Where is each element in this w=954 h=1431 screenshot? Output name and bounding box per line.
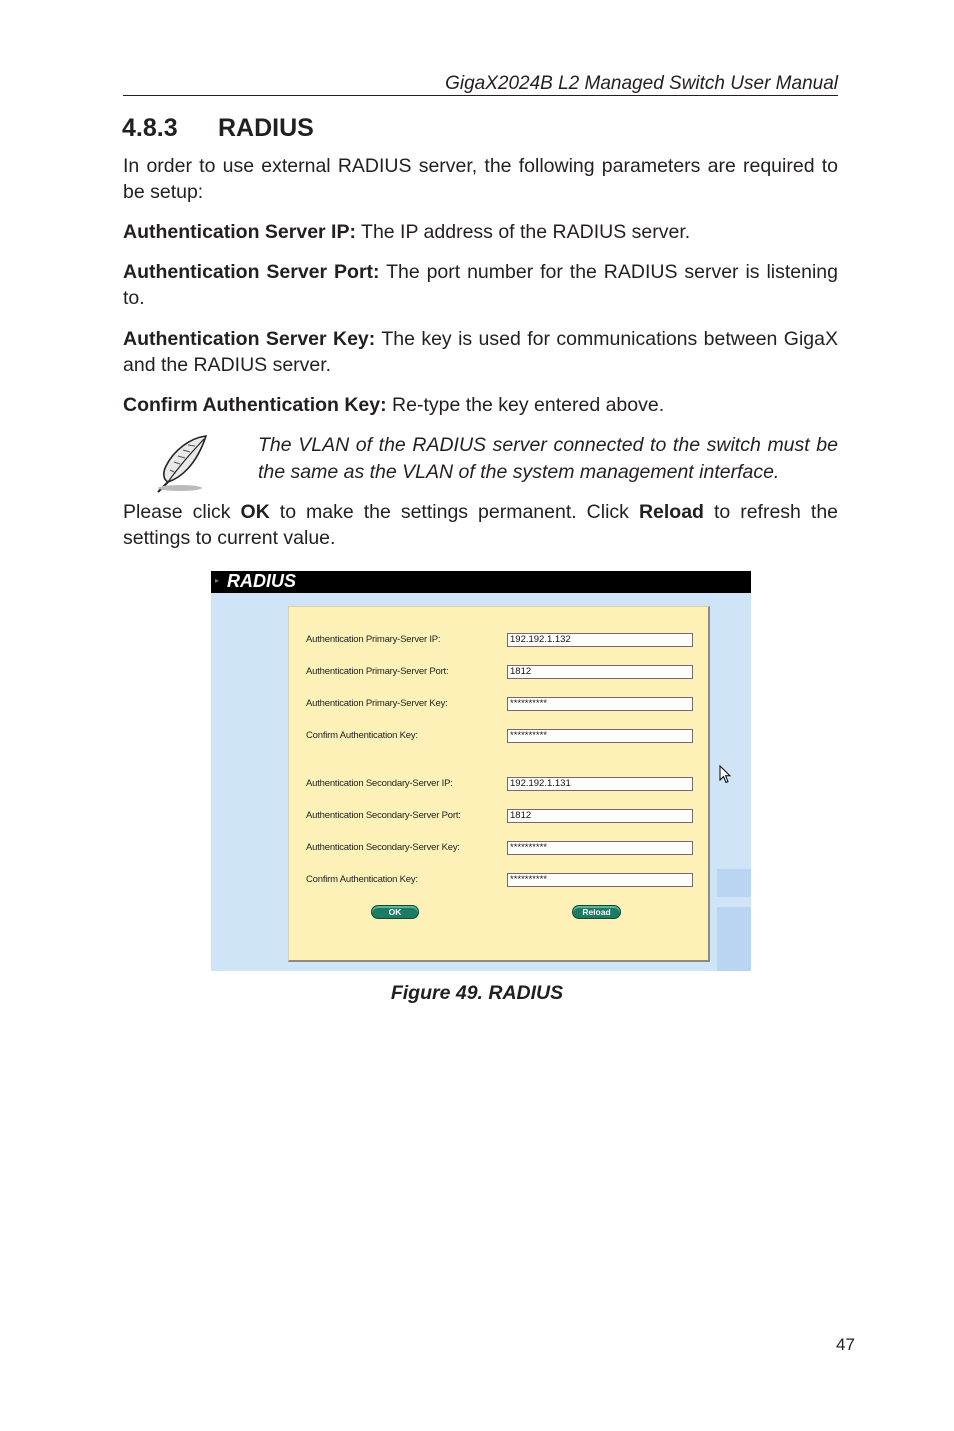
feather-pen-icon (150, 432, 214, 494)
instruction-text: to refresh the settings to current value. (123, 501, 839, 549)
instruction-text: Please click (123, 501, 241, 523)
instruction-text: to make the settings permanent. Click (269, 501, 639, 523)
section-number: 4.8.3 (122, 114, 178, 142)
primary-port-label: Authentication Primary-Server Port: (306, 666, 449, 677)
primary-confirm-key-input[interactable]: ********** (507, 729, 693, 743)
radius-screenshot (211, 571, 751, 971)
primary-key-input[interactable]: ********** (507, 697, 693, 711)
secondary-port-label: Authentication Secondary-Server Port: (306, 810, 461, 821)
secondary-port-input[interactable]: 1812 (507, 809, 693, 823)
secondary-key-label: Authentication Secondary-Server Key: (306, 842, 460, 853)
header-rule (123, 95, 838, 96)
definition-server-key (123, 326, 838, 378)
running-header: GigaX2024B L2 Managed Switch User Manual (445, 73, 838, 94)
instruction-reload: Reload (638, 501, 704, 523)
background-decoration (717, 907, 751, 971)
definition-server-port (123, 259, 838, 311)
primary-confirm-key-label: Confirm Authentication Key: (306, 730, 418, 741)
window-title: RADIUS (227, 571, 297, 591)
secondary-confirm-key-input[interactable]: ********** (507, 873, 693, 887)
definition-text: Re-type the key entered above. (386, 394, 665, 416)
definition-text: The port number for the RADIUS server is listening to. (123, 261, 838, 309)
secondary-ip-input[interactable]: 192.192.1.131 (507, 777, 693, 791)
definition-confirm-key (123, 392, 838, 418)
page-number: 47 (836, 1335, 855, 1354)
secondary-confirm-key-label: Confirm Authentication Key: (306, 874, 418, 885)
mouse-cursor-icon (719, 765, 733, 785)
instruction-ok: OK (240, 501, 270, 523)
expand-arrow-icon: ▸ (215, 576, 220, 585)
primary-ip-label: Authentication Primary-Server IP: (306, 634, 441, 645)
primary-ip-input[interactable]: 192.192.1.132 (507, 633, 693, 647)
window-titlebar (211, 571, 751, 593)
definition-text: The IP address of the RADIUS server. (355, 221, 691, 243)
instruction-paragraph (123, 499, 838, 551)
section-title: RADIUS (218, 114, 314, 142)
note-text: The VLAN of the RADIUS server connected to the switch must be the same as the VLAN of the system management interface. (258, 434, 838, 483)
definition-term: Authentication Server Port: (123, 261, 380, 283)
definition-term: Authentication Server Key: (123, 328, 376, 350)
secondary-key-input[interactable]: ********** (507, 841, 693, 855)
primary-port-input[interactable]: 1812 (507, 665, 693, 679)
definition-server-ip (123, 219, 838, 245)
definition-term: Confirm Authentication Key: (123, 394, 387, 416)
intro-paragraph: In order to use external RADIUS server, the following parameters are required to be setup: (123, 155, 838, 203)
definition-text: The key is used for communications between GigaX and the RADIUS server. (123, 328, 839, 376)
definition-term: Authentication Server IP: (123, 221, 356, 243)
radius-settings-panel (288, 606, 710, 962)
reload-button[interactable]: Reload (572, 905, 621, 919)
secondary-ip-label: Authentication Secondary-Server IP: (306, 778, 453, 789)
ok-button[interactable]: OK (371, 905, 419, 919)
figure-caption: Figure 49. RADIUS (390, 982, 564, 1004)
primary-key-label: Authentication Primary-Server Key: (306, 698, 448, 709)
section-heading (122, 112, 314, 144)
background-decoration (717, 869, 751, 897)
